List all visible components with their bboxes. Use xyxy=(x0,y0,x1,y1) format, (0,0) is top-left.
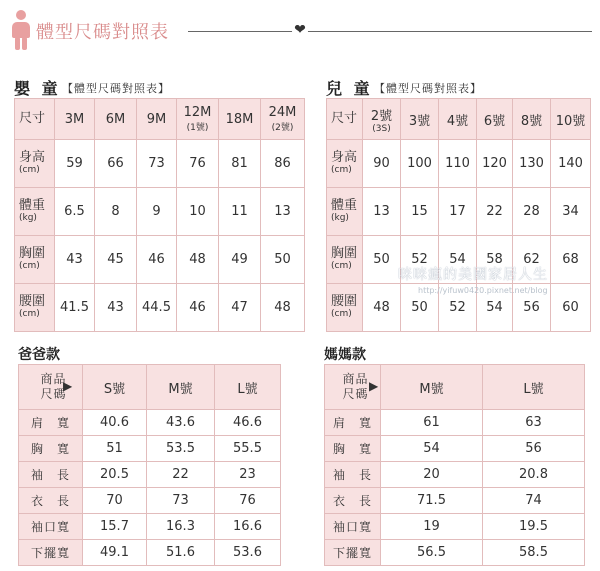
kids-section-subtitle: 【體型尺碼對照表】 xyxy=(374,82,482,95)
size-column-header: L號 xyxy=(483,365,585,410)
measure-unit: (cm) xyxy=(19,260,40,271)
baby-section-title: 嬰 童 xyxy=(14,79,61,98)
table-cell: 71.5 xyxy=(381,488,483,514)
table-cell: 59 xyxy=(55,140,95,188)
table-cell: 66 xyxy=(95,140,137,188)
size-name: 3號 xyxy=(408,113,431,129)
size-name: 18M xyxy=(225,111,254,127)
blog-watermark-url: http://yifuw0420.pixnet.net/blog xyxy=(418,286,548,295)
size-column-header xyxy=(477,99,513,140)
table-cell: 46.6 xyxy=(215,410,281,436)
table-cell: 56 xyxy=(483,436,585,462)
row-label xyxy=(327,188,363,236)
table-cell: 6.5 xyxy=(55,188,95,236)
table-cell: 53.5 xyxy=(147,436,215,462)
size-column-header: S號 xyxy=(83,365,147,410)
size-column-header xyxy=(401,99,439,140)
size-name: 6號 xyxy=(483,113,506,129)
header-corner-cell xyxy=(19,365,83,410)
table-row xyxy=(19,540,281,566)
table-cell: 9 xyxy=(137,188,177,236)
table-cell: 73 xyxy=(147,488,215,514)
table-cell: 110 xyxy=(439,140,477,188)
triangle-right-icon: ▶ xyxy=(63,379,74,393)
page-header xyxy=(0,0,600,60)
row-label: 衣 長 xyxy=(19,488,83,514)
header-corner-line2: 尺碼 xyxy=(40,387,67,401)
measure-name: 胸圍 xyxy=(331,245,358,261)
size-name: 12M xyxy=(183,105,212,120)
heart-icon: ❤ xyxy=(292,24,308,40)
table-row xyxy=(19,488,281,514)
kids-section-title: 兒 童 xyxy=(326,79,373,98)
row-label: 胸 寬 xyxy=(325,436,381,462)
row-label: 下擺寬 xyxy=(19,540,83,566)
table-cell: 11 xyxy=(219,188,261,236)
table-cell: 10 xyxy=(177,188,219,236)
table-header-row xyxy=(327,99,591,140)
table-row xyxy=(19,436,281,462)
table-row xyxy=(15,188,305,236)
triangle-right-icon: ▶ xyxy=(369,379,380,393)
table-cell: 48 xyxy=(177,236,219,284)
table-cell: 56.5 xyxy=(381,540,483,566)
size-column-header xyxy=(137,99,177,140)
size-column-header xyxy=(551,99,591,140)
table-header-row xyxy=(15,99,305,140)
row-label: 袖口寬 xyxy=(325,514,381,540)
table-cell: 52 xyxy=(401,236,439,284)
size-column-header: L號 xyxy=(215,365,281,410)
measure-name: 身高 xyxy=(331,149,358,165)
table-cell: 28 xyxy=(513,188,551,236)
row-label: 袖口寬 xyxy=(19,514,83,540)
table-cell: 50 xyxy=(363,236,401,284)
table-row xyxy=(19,462,281,488)
measure-unit: (kg) xyxy=(331,212,349,223)
table-row xyxy=(325,436,585,462)
row-label xyxy=(327,236,363,284)
row-label xyxy=(327,284,363,332)
mom-size-table xyxy=(324,364,585,566)
table-cell: 50 xyxy=(261,236,305,284)
table-cell: 68 xyxy=(551,236,591,284)
table-row xyxy=(327,188,591,236)
table-cell: 16.3 xyxy=(147,514,215,540)
header-corner-cell xyxy=(325,365,381,410)
table-cell: 20.8 xyxy=(483,462,585,488)
table-cell: 51 xyxy=(83,436,147,462)
table-cell: 81 xyxy=(219,140,261,188)
size-header-label: 尺寸 xyxy=(327,99,363,140)
row-label: 肩 寬 xyxy=(19,410,83,436)
size-name: 8號 xyxy=(520,113,543,129)
header-divider xyxy=(188,31,592,32)
table-header-row xyxy=(19,365,281,410)
table-cell: 51.6 xyxy=(147,540,215,566)
table-cell: 43.6 xyxy=(147,410,215,436)
measure-unit: (cm) xyxy=(19,308,40,319)
table-cell: 61 xyxy=(381,410,483,436)
table-cell: 48 xyxy=(363,284,401,332)
table-cell: 50 xyxy=(401,284,439,332)
table-cell: 54 xyxy=(381,436,483,462)
table-row xyxy=(19,410,281,436)
mom-section-title: 媽媽款 xyxy=(324,347,366,363)
table-cell: 49.1 xyxy=(83,540,147,566)
table-cell: 20.5 xyxy=(83,462,147,488)
row-label: 袖 長 xyxy=(19,462,83,488)
table-cell: 23 xyxy=(215,462,281,488)
size-column-header xyxy=(177,99,219,140)
table-cell: 76 xyxy=(177,140,219,188)
size-name: 10號 xyxy=(555,113,586,129)
table-cell: 58 xyxy=(477,236,513,284)
row-label xyxy=(15,188,55,236)
measure-name: 身高 xyxy=(19,149,46,165)
table-row xyxy=(325,462,585,488)
table-cell: 48 xyxy=(261,284,305,332)
table-cell: 15 xyxy=(401,188,439,236)
row-label: 胸 寬 xyxy=(19,436,83,462)
table-cell: 70 xyxy=(83,488,147,514)
header-corner-line1: 商品 xyxy=(342,372,369,386)
row-label xyxy=(15,140,55,188)
row-label: 下擺寬 xyxy=(325,540,381,566)
size-name: 3M xyxy=(64,111,85,127)
measure-unit: (cm) xyxy=(331,164,352,175)
table-cell: 43 xyxy=(55,236,95,284)
table-header-row xyxy=(325,365,585,410)
table-cell: 16.6 xyxy=(215,514,281,540)
row-label xyxy=(15,284,55,332)
size-column-header: M號 xyxy=(147,365,215,410)
table-row xyxy=(325,488,585,514)
table-cell: 40.6 xyxy=(83,410,147,436)
table-cell: 86 xyxy=(261,140,305,188)
table-cell: 100 xyxy=(401,140,439,188)
size-column-header xyxy=(219,99,261,140)
measure-unit: (cm) xyxy=(331,308,352,319)
table-row xyxy=(327,140,591,188)
table-cell: 73 xyxy=(137,140,177,188)
table-cell: 54 xyxy=(439,236,477,284)
size-column-header xyxy=(439,99,477,140)
size-name: 4號 xyxy=(446,113,469,129)
table-cell: 62 xyxy=(513,236,551,284)
table-cell: 55.5 xyxy=(215,436,281,462)
person-icon xyxy=(10,10,32,50)
table-cell: 52 xyxy=(439,284,477,332)
page-title: 體型尺碼對照表 xyxy=(36,22,169,43)
table-cell: 130 xyxy=(513,140,551,188)
table-cell: 53.6 xyxy=(215,540,281,566)
measure-name: 體重 xyxy=(331,197,358,213)
table-cell: 13 xyxy=(363,188,401,236)
table-cell: 90 xyxy=(363,140,401,188)
table-cell: 17 xyxy=(439,188,477,236)
table-row xyxy=(15,140,305,188)
table-cell: 44.5 xyxy=(137,284,177,332)
table-cell: 19 xyxy=(381,514,483,540)
table-cell: 8 xyxy=(95,188,137,236)
table-cell: 20 xyxy=(381,462,483,488)
size-column-header xyxy=(95,99,137,140)
size-name: 9M xyxy=(146,111,167,127)
table-cell: 13 xyxy=(261,188,305,236)
table-cell: 45 xyxy=(95,236,137,284)
size-column-header xyxy=(261,99,305,140)
table-cell: 41.5 xyxy=(55,284,95,332)
row-label xyxy=(327,140,363,188)
size-column-header xyxy=(513,99,551,140)
measure-name: 腰圍 xyxy=(331,293,358,309)
measure-unit: (cm) xyxy=(19,164,40,175)
table-cell: 43 xyxy=(95,284,137,332)
size-column-header xyxy=(363,99,401,140)
size-name: 2號 xyxy=(370,108,393,124)
size-name: 24M xyxy=(268,105,297,120)
table-row xyxy=(19,514,281,540)
size-header-label: 尺寸 xyxy=(15,99,55,140)
table-row xyxy=(15,284,305,332)
table-row xyxy=(325,514,585,540)
table-cell: 49 xyxy=(219,236,261,284)
table-cell: 19.5 xyxy=(483,514,585,540)
measure-unit: (kg) xyxy=(19,212,37,223)
table-cell: 15.7 xyxy=(83,514,147,540)
table-row xyxy=(325,410,585,436)
table-cell: 22 xyxy=(477,188,513,236)
table-cell: 22 xyxy=(147,462,215,488)
kids-size-table xyxy=(326,98,591,332)
row-label: 袖 長 xyxy=(325,462,381,488)
header-corner-line2: 尺碼 xyxy=(342,387,369,401)
measure-unit: (cm) xyxy=(331,260,352,271)
row-label: 肩 寬 xyxy=(325,410,381,436)
table-cell: 46 xyxy=(177,284,219,332)
measure-name: 胸圍 xyxy=(19,245,46,261)
measure-name: 腰圍 xyxy=(19,293,46,309)
row-label: 衣 長 xyxy=(325,488,381,514)
table-cell: 140 xyxy=(551,140,591,188)
table-cell: 120 xyxy=(477,140,513,188)
size-name: 6M xyxy=(105,111,126,127)
table-cell: 74 xyxy=(483,488,585,514)
table-cell: 56 xyxy=(513,284,551,332)
size-column-header xyxy=(55,99,95,140)
row-label xyxy=(15,236,55,284)
table-cell: 63 xyxy=(483,410,585,436)
size-alias: (3S) xyxy=(372,123,391,134)
dad-size-table xyxy=(18,364,281,566)
baby-size-table xyxy=(14,98,305,332)
table-cell: 47 xyxy=(219,284,261,332)
blog-watermark: 咪咪瘋的美國家居人生 xyxy=(398,267,548,283)
table-cell: 34 xyxy=(551,188,591,236)
table-cell: 54 xyxy=(477,284,513,332)
table-cell: 58.5 xyxy=(483,540,585,566)
table-cell: 46 xyxy=(137,236,177,284)
table-cell: 76 xyxy=(215,488,281,514)
measure-name: 體重 xyxy=(19,197,46,213)
baby-section-subtitle: 【體型尺碼對照表】 xyxy=(62,82,170,95)
table-cell: 60 xyxy=(551,284,591,332)
dad-section-title: 爸爸款 xyxy=(18,347,60,363)
size-alias: (1號) xyxy=(186,123,209,133)
size-column-header: M號 xyxy=(381,365,483,410)
table-row xyxy=(325,540,585,566)
header-corner-line1: 商品 xyxy=(40,372,67,386)
table-row xyxy=(15,236,305,284)
size-alias: (2號) xyxy=(271,123,294,133)
